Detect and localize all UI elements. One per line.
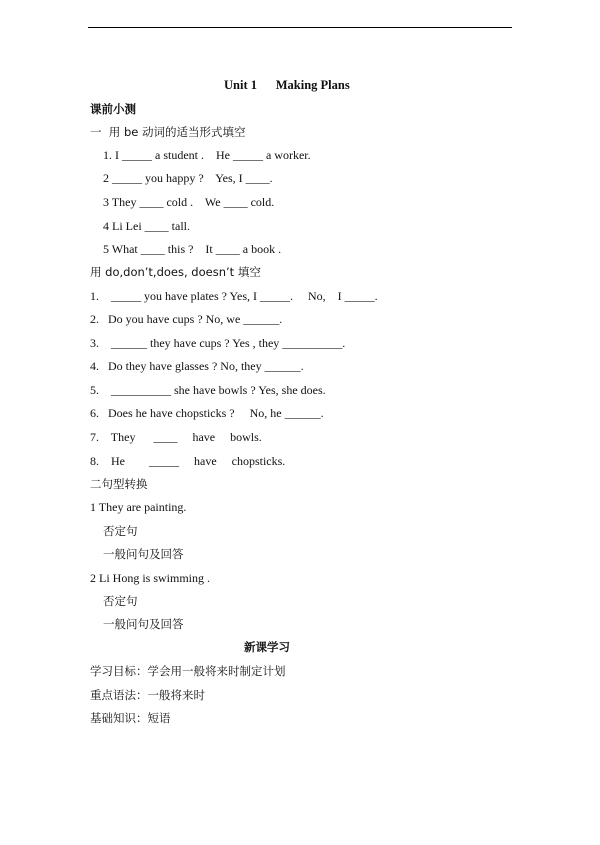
section2-item: 4. Do they have glasses ? No, they ______. — [90, 359, 304, 373]
question-answer-label: 一般问句及回答 — [103, 617, 184, 631]
basic-knowledge: 基础知识：短语 — [90, 711, 171, 725]
section1-item: 1. I _____ a student . He _____ a worker. — [103, 148, 311, 162]
section1-item: 3 They ____ cold . We ____ cold. — [103, 195, 275, 209]
section1-heading: 一 用 be 动词的适当形式填空 — [90, 125, 246, 139]
section1-item: 2 _____ you happy ? Yes, I ____. — [103, 171, 273, 185]
page-title: Unit 1 Making Plans — [224, 78, 350, 92]
section3-heading: 二句型转换 — [90, 477, 148, 491]
section1-item: 5 What ____ this ? It ____ a book . — [103, 242, 282, 256]
negative-label: 否定句 — [103, 594, 138, 608]
section2-item: 6. Does he have chopsticks ? No, he ______. — [90, 406, 324, 420]
pretest-heading: 课前小测 — [90, 102, 136, 116]
section3-question-1: 1 They are painting. — [90, 500, 187, 514]
question-answer-label: 一般问句及回答 — [103, 547, 184, 561]
header-rule — [88, 27, 512, 28]
section3-question-2: 2 Li Hong is swimming . — [90, 571, 211, 585]
key-grammar: 重点语法：一般将来时 — [90, 688, 205, 702]
section2-item: 1. _____ you have plates ? Yes, I _____. No, I _____. — [90, 289, 378, 303]
section2-item: 3. ______ they have cups ? Yes , they __________. — [90, 336, 346, 350]
new-lesson-heading: 新课学习 — [244, 640, 290, 654]
negative-label: 否定句 — [103, 524, 138, 538]
section2-item: 2. Do you have cups ? No, we ______. — [90, 312, 283, 326]
section2-item: 7. They ____ have bowls. — [90, 430, 262, 444]
section2-item: 8. He _____ have chopsticks. — [90, 454, 286, 468]
section2-item: 5. __________ she have bowls ? Yes, she does. — [90, 383, 326, 397]
section2-heading: 用 do,don’t,does, doesn’t 填空 — [90, 265, 261, 279]
section1-item: 4 Li Lei ____ tall. — [103, 219, 190, 233]
learning-goal: 学习目标：学会用一般将来时制定计划 — [90, 664, 286, 678]
